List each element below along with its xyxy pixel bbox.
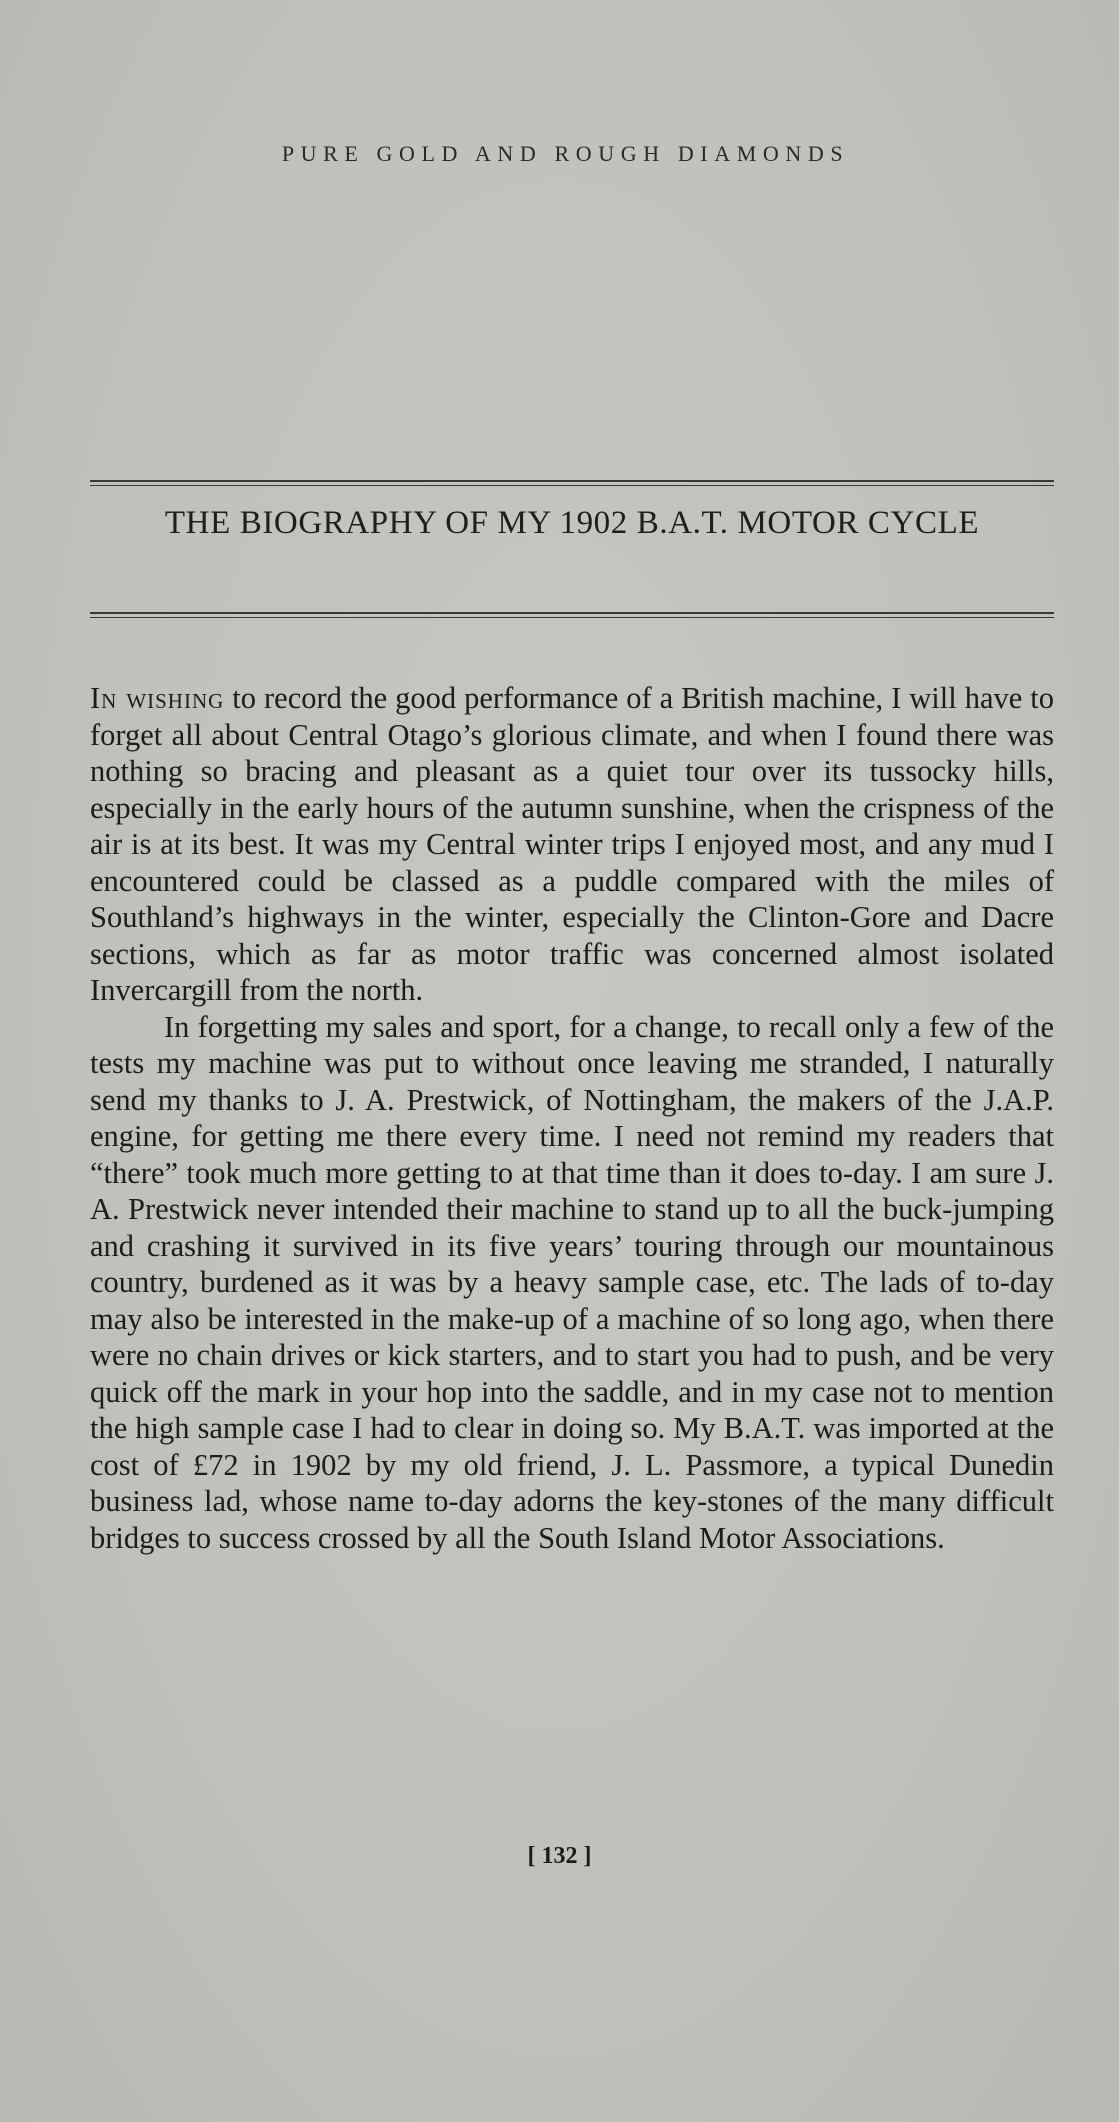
body-text <box>90 680 1054 1556</box>
double-rule-line <box>90 617 1054 618</box>
double-rule-line <box>90 480 1054 482</box>
title-bottom-rule <box>90 612 1054 618</box>
paragraph-text: to record the good performance of a British machine, I will have to forget all about Central Otago’s glorious climate, and when I found there was nothing so bracing and pleasant as a quiet tour over its tussocky hills, especially in the early hours of the autumn sunshine, when the crispness of the air is at its best. It was my Central winter trips I enjoyed most, and any mud I encountered could be classed as a puddle compared with the miles of Southland’s highways in the winter, especially the Clinton-Gore and Dacre sections, which as far as motor traffic was concerned almost isolated Invercargill from the north. <box>90 681 1055 1007</box>
double-rule-line <box>90 612 1054 614</box>
paragraph-lead-in: In wishing <box>90 681 225 715</box>
title-top-rule <box>90 480 1054 486</box>
double-rule-line <box>90 485 1054 486</box>
paragraph-1 <box>90 680 1054 1009</box>
paragraph-text: In forgetting my sales and sport, for a change, to recall only a few of the tests my machine was put to without once leaving me stranded, I naturally send my thanks to J. A. Prestwick, of Nottingham, the makers of the J.A.P. engine, for getting me there every time. I need not remind my readers that “there” took much more getting to at that time than it does to-day. I am sure J. A. Prestwick never intended their machine to stand up to all the buck-jumping and crashing it survived in its five years’ touring through our mountainous country, burdened as it was by a heavy sample case, etc. The lads of to-day may also be interested in the make-up of a machine of so long ago, when there were no chain drives or kick starters, and to start you had to push, and be very quick off the mark in your hop into the saddle, and in my case not to mention the high sample case I had to clear in doing so. My B.A.T. was imported at the cost of £72 in 1902 by my old friend, J. L. Passmore, a typical Dunedin business lad, whose name to-day adorns the key-stones of the many difficult bridges to success crossed by all the South Island Motor Associations. <box>90 1009 1054 1555</box>
page-number: [ 132 ] <box>527 1843 592 1869</box>
paragraph-2 <box>90 1009 1054 1557</box>
chapter-title: THE BIOGRAPHY OF MY 1902 B.A.T. MOTOR CYCLE <box>164 505 980 541</box>
running-head: PURE GOLD AND ROUGH DIAMONDS <box>281 141 850 166</box>
